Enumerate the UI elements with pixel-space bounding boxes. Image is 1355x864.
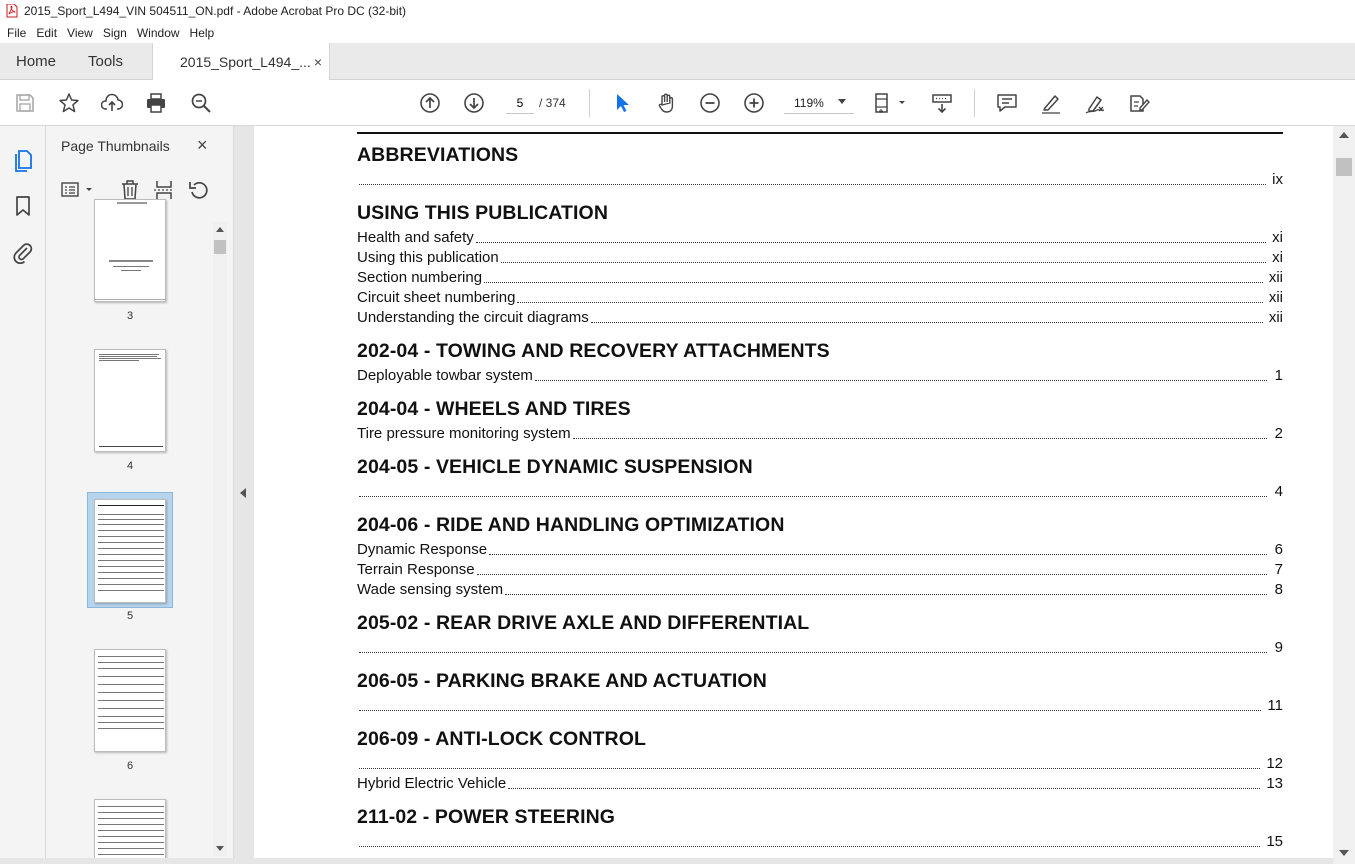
page-number-input[interactable]: [506, 92, 534, 114]
bookmark-star-icon[interactable]: [57, 91, 81, 115]
menu-bar: [0, 22, 1355, 43]
zoom-level-value: 119%: [794, 95, 824, 110]
menu-window[interactable]: Window: [136, 25, 180, 40]
title-bar: [0, 0, 1355, 22]
chevron-down-icon: [838, 99, 846, 104]
toc-section-title[interactable]: 204-06 - RIDE AND HANDLING OPTIMIZATION: [357, 514, 785, 536]
window-title: 2015_Sport_L494_VIN 504511_ON.pdf - Adobe Acrobat Pro DC (32-bit): [24, 4, 407, 18]
toc-dot-leader: [477, 570, 1267, 575]
toc-entry-page: 1: [1274, 367, 1283, 384]
tab-document-label: 2015_Sport_L494_...: [180, 54, 311, 70]
toc-section-title[interactable]: 211-02 - POWER STEERING: [357, 806, 616, 828]
page-fit-icon[interactable]: [873, 91, 907, 115]
toc-dot-leader: [517, 298, 1262, 303]
toc-entry-text: Section numbering: [357, 269, 483, 286]
toc-entry-text: Terrain Response: [357, 561, 475, 578]
hand-tool-icon[interactable]: [654, 91, 678, 115]
scroll-up-arrow-icon[interactable]: [216, 227, 224, 232]
rotate-icon[interactable]: [188, 179, 210, 201]
toc-entry-text: Health and safety: [357, 229, 474, 246]
sign-pen-icon[interactable]: [1083, 91, 1107, 115]
zoom-level-select[interactable]: [784, 92, 854, 114]
page-thumbnail-number: 3: [126, 310, 134, 322]
toc-entry-page: xi: [1272, 229, 1283, 246]
toc-entry[interactable]: [357, 578, 1283, 598]
toolbar-divider: [589, 89, 590, 117]
toc-entry[interactable]: [357, 772, 1283, 792]
toc-dot-leader: [359, 648, 1267, 653]
toc-entry[interactable]: [357, 306, 1283, 326]
toc-entry-page: xi: [1272, 249, 1283, 266]
toc-entry-text: Deployable towbar system: [357, 367, 533, 384]
save-icon[interactable]: [13, 91, 37, 115]
scroll-down-arrow-icon[interactable]: [1339, 850, 1349, 856]
toc-entry-page: 12: [1266, 755, 1283, 772]
search-zoom-icon[interactable]: [189, 91, 213, 115]
menu-edit[interactable]: Edit: [36, 25, 58, 40]
document-view[interactable]: [254, 126, 1333, 860]
toc-entry[interactable]: [357, 168, 1283, 188]
toc-dot-leader: [359, 492, 1267, 497]
toolbar-divider: [974, 89, 975, 117]
toc-entry[interactable]: [357, 694, 1283, 714]
toc-dot-leader: [484, 278, 1263, 283]
upload-cloud-icon[interactable]: [100, 91, 124, 115]
thumbnail-scrollbar[interactable]: [213, 222, 227, 856]
left-navigation-rail: [0, 126, 46, 864]
toc-entry[interactable]: [357, 226, 1283, 246]
previous-page-icon[interactable]: [418, 91, 442, 115]
toc-entry-page: 11: [1267, 697, 1283, 714]
toc-entry-page: xii: [1268, 289, 1283, 306]
toc-dot-leader: [359, 764, 1260, 769]
page-thumbnails-icon[interactable]: [11, 148, 35, 172]
toc-entry[interactable]: [357, 830, 1283, 850]
delete-trash-icon[interactable]: [119, 179, 141, 201]
top-rule: [357, 132, 1283, 134]
close-tab-icon[interactable]: ×: [313, 54, 322, 70]
toc-dot-leader: [489, 550, 1267, 555]
toc-dot-leader: [508, 784, 1260, 789]
extract-pages-icon[interactable]: [153, 179, 175, 201]
toc-entry[interactable]: [357, 538, 1283, 558]
close-panel-icon[interactable]: ×: [197, 135, 208, 155]
toc-entry-text: Dynamic Response: [357, 541, 488, 558]
zoom-out-icon[interactable]: [698, 91, 722, 115]
toc-entry-page: 8: [1274, 581, 1283, 598]
scrollbar-thumb[interactable]: [214, 240, 226, 254]
page-thumbnail-number: 4: [126, 460, 134, 472]
toc-dot-leader: [535, 376, 1267, 381]
collapse-panel-arrow-icon[interactable]: [240, 488, 246, 498]
toc-entry-page: xii: [1268, 269, 1283, 286]
page-total: / 374: [539, 96, 566, 110]
page-thumbnail-number: 5: [126, 610, 134, 622]
tab-document[interactable]: [152, 43, 330, 81]
document-scrollbar[interactable]: [1333, 126, 1355, 864]
toc-section-title[interactable]: 206-09 - ANTI-LOCK CONTROL: [357, 728, 646, 750]
toc-section-title[interactable]: 205-02 - REAR DRIVE AXLE AND DIFFERENTIAL: [357, 612, 810, 634]
toc-entry[interactable]: [357, 246, 1283, 266]
acrobat-pdf-icon: [6, 4, 18, 18]
toc-entry-page: xii: [1268, 309, 1283, 326]
menu-sign[interactable]: Sign: [102, 25, 127, 40]
page-thumbnail-number: 6: [126, 760, 134, 772]
attachments-paperclip-icon[interactable]: [11, 240, 35, 264]
tab-bar: [0, 43, 1355, 80]
toc-section-title[interactable]: 206-05 - PARKING BRAKE AND ACTUATION: [357, 670, 767, 692]
page-thumbnail[interactable]: [94, 649, 166, 752]
toc-entry-text: Wade sensing system: [357, 581, 504, 598]
toc-dot-leader: [476, 238, 1266, 243]
toc-section-title[interactable]: ABBREVIATIONS: [357, 144, 519, 166]
bookmarks-icon[interactable]: [11, 194, 35, 218]
print-icon[interactable]: [144, 91, 168, 115]
toc-entry-text: Hybrid Electric Vehicle: [357, 775, 507, 792]
toc-entry[interactable]: [357, 480, 1283, 500]
toc-dot-leader: [359, 706, 1261, 711]
toc-dot-leader: [359, 180, 1266, 185]
page-thumbnail-selected[interactable]: [94, 499, 166, 603]
zoom-in-icon[interactable]: [742, 91, 766, 115]
tab-tools[interactable]: Tools: [88, 53, 124, 70]
menu-view[interactable]: View: [67, 25, 93, 40]
tab-home[interactable]: Home: [16, 53, 57, 70]
highlight-pen-icon[interactable]: [1039, 91, 1063, 115]
toc-section-title[interactable]: 202-04 - TOWING AND RECOVERY ATTACHMENTS: [357, 340, 830, 362]
toc-entry-text: Tire pressure monitoring system: [357, 425, 571, 442]
select-cursor-icon[interactable]: [610, 91, 634, 115]
toc-entry[interactable]: [357, 266, 1283, 286]
toc-entry[interactable]: [357, 364, 1283, 384]
toc-section-title[interactable]: 204-04 - WHEELS AND TIRES: [357, 398, 631, 420]
page-thumbnail[interactable]: [94, 349, 166, 452]
toc-entry[interactable]: [357, 636, 1283, 656]
comment-icon[interactable]: [995, 91, 1019, 115]
toc-entry-page: 2: [1274, 425, 1283, 442]
next-page-icon[interactable]: [462, 91, 486, 115]
toc-entry-page: ix: [1272, 171, 1283, 188]
toc-entry[interactable]: [357, 286, 1283, 306]
toc-dot-leader: [573, 434, 1267, 439]
page-thumbnail[interactable]: [94, 799, 166, 864]
toc-dot-leader: [501, 258, 1266, 263]
fill-sign-icon[interactable]: [1127, 91, 1151, 115]
toc-section-title[interactable]: USING THIS PUBLICATION: [357, 202, 609, 224]
toc-entry-text: Using this publication: [357, 249, 499, 266]
toc-entry-text: Understanding the circuit diagrams: [357, 309, 589, 326]
menu-file[interactable]: File: [7, 25, 27, 40]
toc-entry-page: 9: [1274, 639, 1283, 656]
toc-dot-leader: [505, 590, 1267, 595]
toc-entry[interactable]: [357, 752, 1283, 772]
menu-help[interactable]: Help: [189, 25, 215, 40]
toc-entry-page: 6: [1274, 541, 1283, 558]
toc-dot-leader: [359, 842, 1260, 847]
scrolling-mode-icon[interactable]: [930, 91, 954, 115]
scroll-up-arrow-icon[interactable]: [1339, 132, 1349, 138]
toc-entry-page: 4: [1274, 483, 1283, 500]
toc-entry[interactable]: [357, 558, 1283, 578]
scroll-down-arrow-icon[interactable]: [216, 846, 224, 851]
toc-entry-page: 7: [1274, 561, 1283, 578]
thumbnail-options-icon[interactable]: [61, 179, 95, 201]
scrollbar-thumb[interactable]: [1336, 158, 1352, 176]
toc-entry-page: 15: [1266, 833, 1283, 850]
toc-dot-leader: [591, 318, 1263, 323]
page-thumbnail[interactable]: [94, 199, 166, 302]
toc-entry[interactable]: [357, 422, 1283, 442]
bottom-status-strip: [0, 858, 1333, 864]
page-thumbnails-panel: [46, 126, 234, 864]
panel-title: Page Thumbnails: [61, 138, 170, 154]
toc-entry-page: 13: [1266, 775, 1283, 792]
toc-section-title[interactable]: 204-05 - VEHICLE DYNAMIC SUSPENSION: [357, 456, 753, 478]
toc-entry-text: Circuit sheet numbering: [357, 289, 516, 306]
main-toolbar: [0, 80, 1355, 126]
